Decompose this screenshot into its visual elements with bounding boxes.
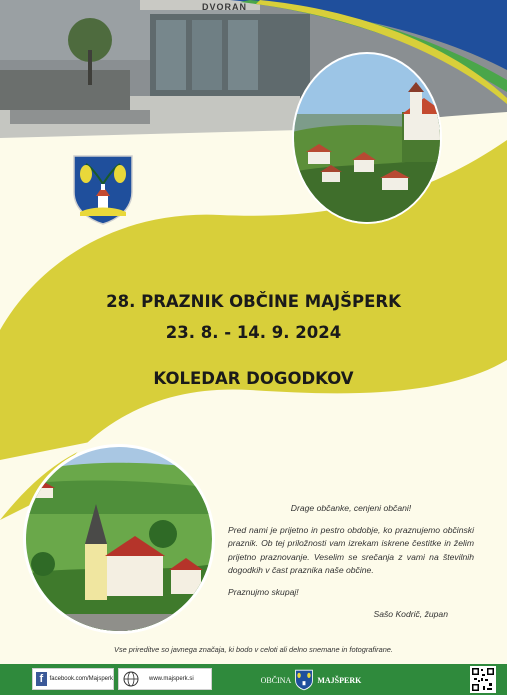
qr-code-icon[interactable] <box>470 666 496 693</box>
coat-of-arms-icon <box>72 154 134 226</box>
calendar-heading: KOLEDAR DOGODKOV <box>153 369 354 388</box>
coat-of-arms-icon <box>295 669 313 691</box>
letter-greeting: Drage občanke, cenjeni občani! <box>290 503 412 513</box>
recording-notice: Vse prireditve so javnega značaja, ki bodo v celoti ali delno snemane in fotografirane. <box>114 645 393 654</box>
facebook-label: facebook.com/Majsperk <box>49 676 113 682</box>
municipality-brand <box>256 668 366 692</box>
website-label: www.majsperk.si <box>149 676 194 682</box>
letter-closing: Praznujmo skupaj! <box>228 586 299 597</box>
event-title: 28. PRAZNIK OBČINE MAJŠPERK <box>106 292 401 311</box>
brand-right: MAJŠPERK <box>317 675 362 685</box>
letter-signature: Sašo Kodrič, župan <box>373 608 448 619</box>
village-photo <box>23 444 215 634</box>
globe-icon <box>123 671 139 687</box>
building-sign: DVORAN <box>202 2 248 12</box>
event-dates: 23. 8. - 14. 9. 2024 <box>165 323 342 342</box>
church-hill-photo <box>292 52 442 224</box>
mayor-letter <box>228 502 474 629</box>
brand-left: OBČINA <box>260 675 292 685</box>
footer-bar <box>0 664 507 695</box>
facebook-icon: f <box>36 672 47 686</box>
facebook-link[interactable] <box>32 668 114 690</box>
letter-body: Pred nami je prijetno in pestro obdobje, ko praznujemo občinski praznik. Ob tej priložnosti vam izrekam iskrene čestitke in želim prijetno praznovanje. Veselim se srečanja z vami na številnih dogodkih v čast praznika naše občine. <box>228 524 474 576</box>
website-link[interactable] <box>118 668 212 690</box>
